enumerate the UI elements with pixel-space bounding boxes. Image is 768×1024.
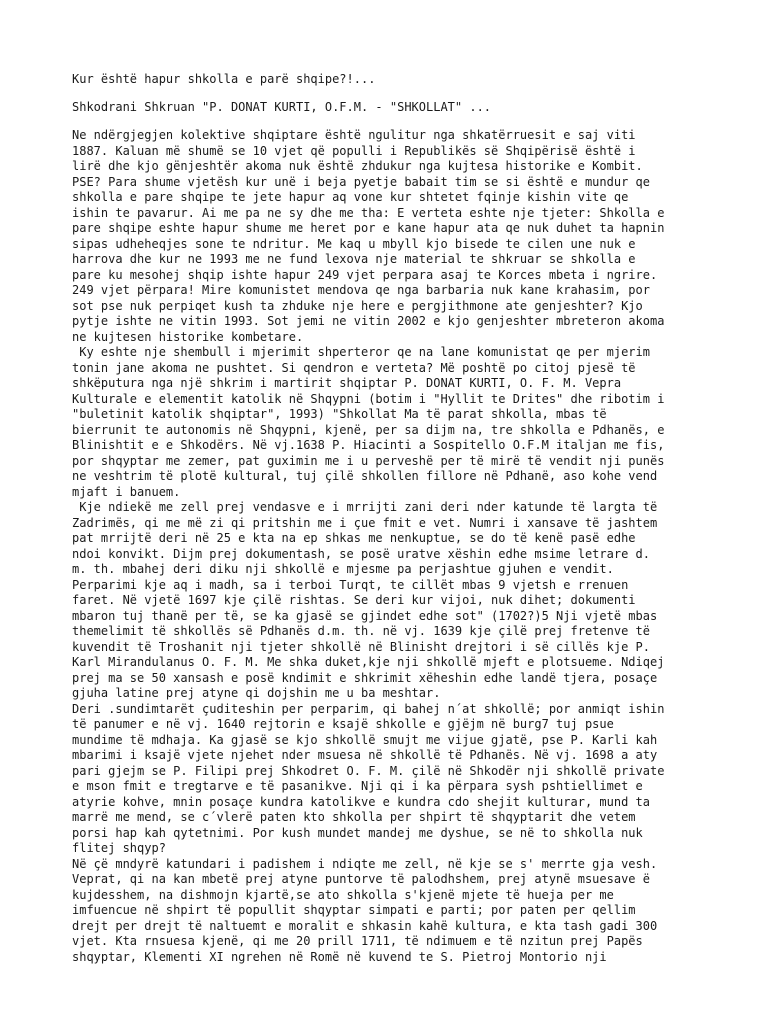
body-text-line: lirë dhe kjo gënjeshtër akoma nuk është zhdukur nga kujtesa historike e Kombit. <box>72 159 643 173</box>
body-text-line: të panumer e në vj. 1640 rejtorin e ksajë shkolle e gjëjm në burg7 tuj psue <box>72 717 614 731</box>
body-text-line: Ky eshte nje shembull i mjerimit shperteror qe na lane komunistat qe per mjerim <box>72 345 650 359</box>
body-text-line: mbaron tuj thanë per të, se ka gjasë se gjindet edhe sot" (1702?)5 Nji vjetë mbas <box>72 608 658 623</box>
body-text-line: shkëputura nga një shkrim i martirit shqiptar P. DONAT KURTI, O. F. M. Vepra <box>72 376 622 390</box>
body-text-line: shqyptar, Klementi XI ngrehen në Romë në kuvend te S. Pietroj Montorio nji <box>72 949 607 964</box>
body-text-line: sot pse nuk perpiqet kush ta zhduke nje here e pergjithmone ate genjeshter? Kjo <box>72 298 643 313</box>
body-text-line: drejt per drejt të naltuemt e moralit e shkasin kahë kultura, e kta tash gadi 300 <box>72 918 658 933</box>
body-text-line: ne kujtesen historike kombetare. <box>72 329 304 344</box>
body-text-line: harrova dhe kur ne 1993 me ne fund lexova nje material te shkruar se shkolla e <box>72 252 636 266</box>
body-text-line: ishin te pavarur. Ai me pa ne sy dhe me tha: E verteta eshte nje tjeter: Shkolla e <box>72 205 665 220</box>
body-text-line: atyrie kohve, mnin posaçe kundra katolikve e kundra cdo shejit kulturar, mund ta <box>72 794 650 809</box>
body-text-line: e mson fmit e tregtarve e të pasanikve. Nji qi i ka përpara sysh pshtiellimet e <box>72 779 643 793</box>
body-text-line: tonin jane akoma ne pushtet. Si qendron e verteta? Më poshtë po citoj pjesë të <box>72 360 636 375</box>
body-text-line: Zadrimës, qi me më zi qi pritshin me i çue fmit e vet. Numri i xansave të jashtem <box>72 515 658 530</box>
body-text-line: themelimit të shkollës së Pdhanës d.m. th. në vj. 1639 kje çilë prej fretenve të <box>72 624 650 638</box>
body-text-line: PSE? Para shume vjetësh kur unë i beja pyetje babait tim se si është e mundur qe <box>72 174 650 189</box>
body-text-line: 1887. Kaluan më shumë se 10 vjet që populli i Republikës së Shqipërisë është i <box>72 143 636 158</box>
body-text-line: sipas udheheqjes sone te ndritur. Me kaq u mbyll kjo bisede te cilen une nuk e <box>72 236 636 251</box>
body-text-line: pytje ishte ne vitin 1993. Sot jemi ne vitin 2002 e kjo genjeshter mbreteron akoma <box>72 314 665 328</box>
body-text-line: pat mrrijtë deri në 25 e kta na ep shkas me nenkuptue, se do të kenë pasë edhe <box>72 531 636 545</box>
body-text-line: ne veshtrim të plotë kultural, tuj çilë shkollen fillore në Pdhanë, aso kohe vend <box>72 469 658 483</box>
body-text-line: Deri .sundimtarët çuditeshin per perparim, qi bahej n´at shkollë; por anmiqt ishin <box>72 701 665 716</box>
body-text-line: Kulturale e elementit katolik në Shqypni (botim i "Hyllit te Drites" dhe ribotim i <box>72 391 665 406</box>
body-text-line: 249 vjet përpara! Mire komunistet mendova qe nga barbaria nuk kane krahasim, por <box>72 283 650 297</box>
body-text-line: mundime të mdhaja. Ka gjasë se kjo shkollë smujt me vijue gjatë, pse P. Karli kah <box>72 732 658 747</box>
body-text-line: flitej shqyp? <box>72 841 166 855</box>
body-text-line: Perparimi kje aq i madh, sa i terboi Turqt, te cillët mbas 9 vjetsh e rrenuen <box>72 577 629 592</box>
body-text-line: bierrunit te autonomis në Shqypni, kjenë, per sa dijm na, tre shkolla e Pdhanës, e <box>72 422 665 437</box>
document-body <box>72 128 692 965</box>
document-byline: Shkodrani Shkruan "P. DONAT KURTI, O.F.M. - "SHKOLLAT" ... <box>72 100 492 114</box>
body-text-line: prej ma se 50 xansash e posë kndimit e shkrimit xëheshin edhe landë tjera, posaçe <box>72 670 658 685</box>
body-text-line: pare ku mesohej shqip ishte hapur 249 vjet perpara asaj te Korces mbeta i ngrire. <box>72 267 658 282</box>
body-text-line: "buletinit katolik shqiptar", 1993) "Shkollat Ma të parat shkolla, mbas të <box>72 407 607 421</box>
body-text-line: faret. Në vjetë 1697 kje çilë rishtas. Se deri kur vijoi, nuk dihet; dokumenti <box>72 593 636 607</box>
body-text-line: pari gjejm se P. Filipi prej Shkodret O. F. M. çilë në Shkodër nji shkollë private <box>72 763 665 778</box>
body-text-line: Veprat, qi na kan mbetë prej atyne puntorve të palodhshem, prej atynë msuesave ë <box>72 872 650 886</box>
body-text-line: pare shqipe eshte hapur shume me heret por e kane hapur ata qe nuk duhet ta hapnin <box>72 221 665 235</box>
body-text-line: Ne ndërgjegjen kolektive shqiptare është ngulitur nga shkatërruesit e saj viti <box>72 128 636 142</box>
body-text-line: mjaft i banuem. <box>72 484 181 499</box>
body-text-line: vjet. Kta rnsuesa kjenë, qi me 20 prill 1711, të ndimuem e të nzitun prej Papës <box>72 934 643 948</box>
body-text-line: marrë me mend, se c´vlerë paten kto shkolla per shpirt të shqyptarit dhe vetem <box>72 810 636 824</box>
body-text-line: imfuencue në shpirt të popullit shqyptar simpati e parti; por paten per qellim <box>72 903 636 917</box>
body-text-line: m. th. mbahej deri diku nji shkollë e mjesme pa perjashtue gjuhen e vendit. <box>72 562 614 576</box>
document-title: Kur është hapur shkolla e parë shqipe?!... <box>72 72 376 86</box>
body-text-line: Në çë mndyrë katundari i padishem i ndiqte me zell, në kje se s' merrte gja vesh. <box>72 856 658 871</box>
body-text-line: Blinishtit e e Shkodërs. Në vj.1638 P. Hiacinti a Sospitello O.F.M italjan me fis, <box>72 438 665 452</box>
body-text-line: shkolla e pare shqipe te jete hapur aq vone kur shtetet fqinje kishin vite qe <box>72 190 629 204</box>
body-text-line: por shqyptar me zemer, pat guximin me i u perveshë per të mirë të vendit nji punës <box>72 453 665 468</box>
body-text-line: ndoi konvikt. Dijm prej dokumentash, se posë uratve xëshin edhe msime letrare d. <box>72 546 650 561</box>
body-text-line: Karl Mirandulanus O. F. M. Me shka duket,kje nji shkollë mjeft e plotsueme. Ndiqej <box>72 655 665 669</box>
body-text-line: kujdesshem, na dishmojn kjartë,se ato shkolla s'kjenë mjete të hueja per me <box>72 887 614 902</box>
body-text-line: kuvendit të Troshanit nji tjeter shkollë në Blinisht drejtori i së cillës kje P. <box>72 639 650 654</box>
body-text-line: Kje ndiekë me zell prej vendasve e i mrrijti zani deri nder katunde të largta të <box>72 500 658 514</box>
body-text-line: mbarimi i ksajë vjete njehet nder msuesa në shkollë të Pdhanës. Në vj. 1698 a aty <box>72 748 658 762</box>
body-text-line: porsi hap kah qytetnimi. Por kush mundet mandej me dyshue, se në to shkolla nuk <box>72 825 643 840</box>
body-text-line: gjuha latine prej atyne qi dojshin me u ba meshtar. <box>72 686 441 700</box>
